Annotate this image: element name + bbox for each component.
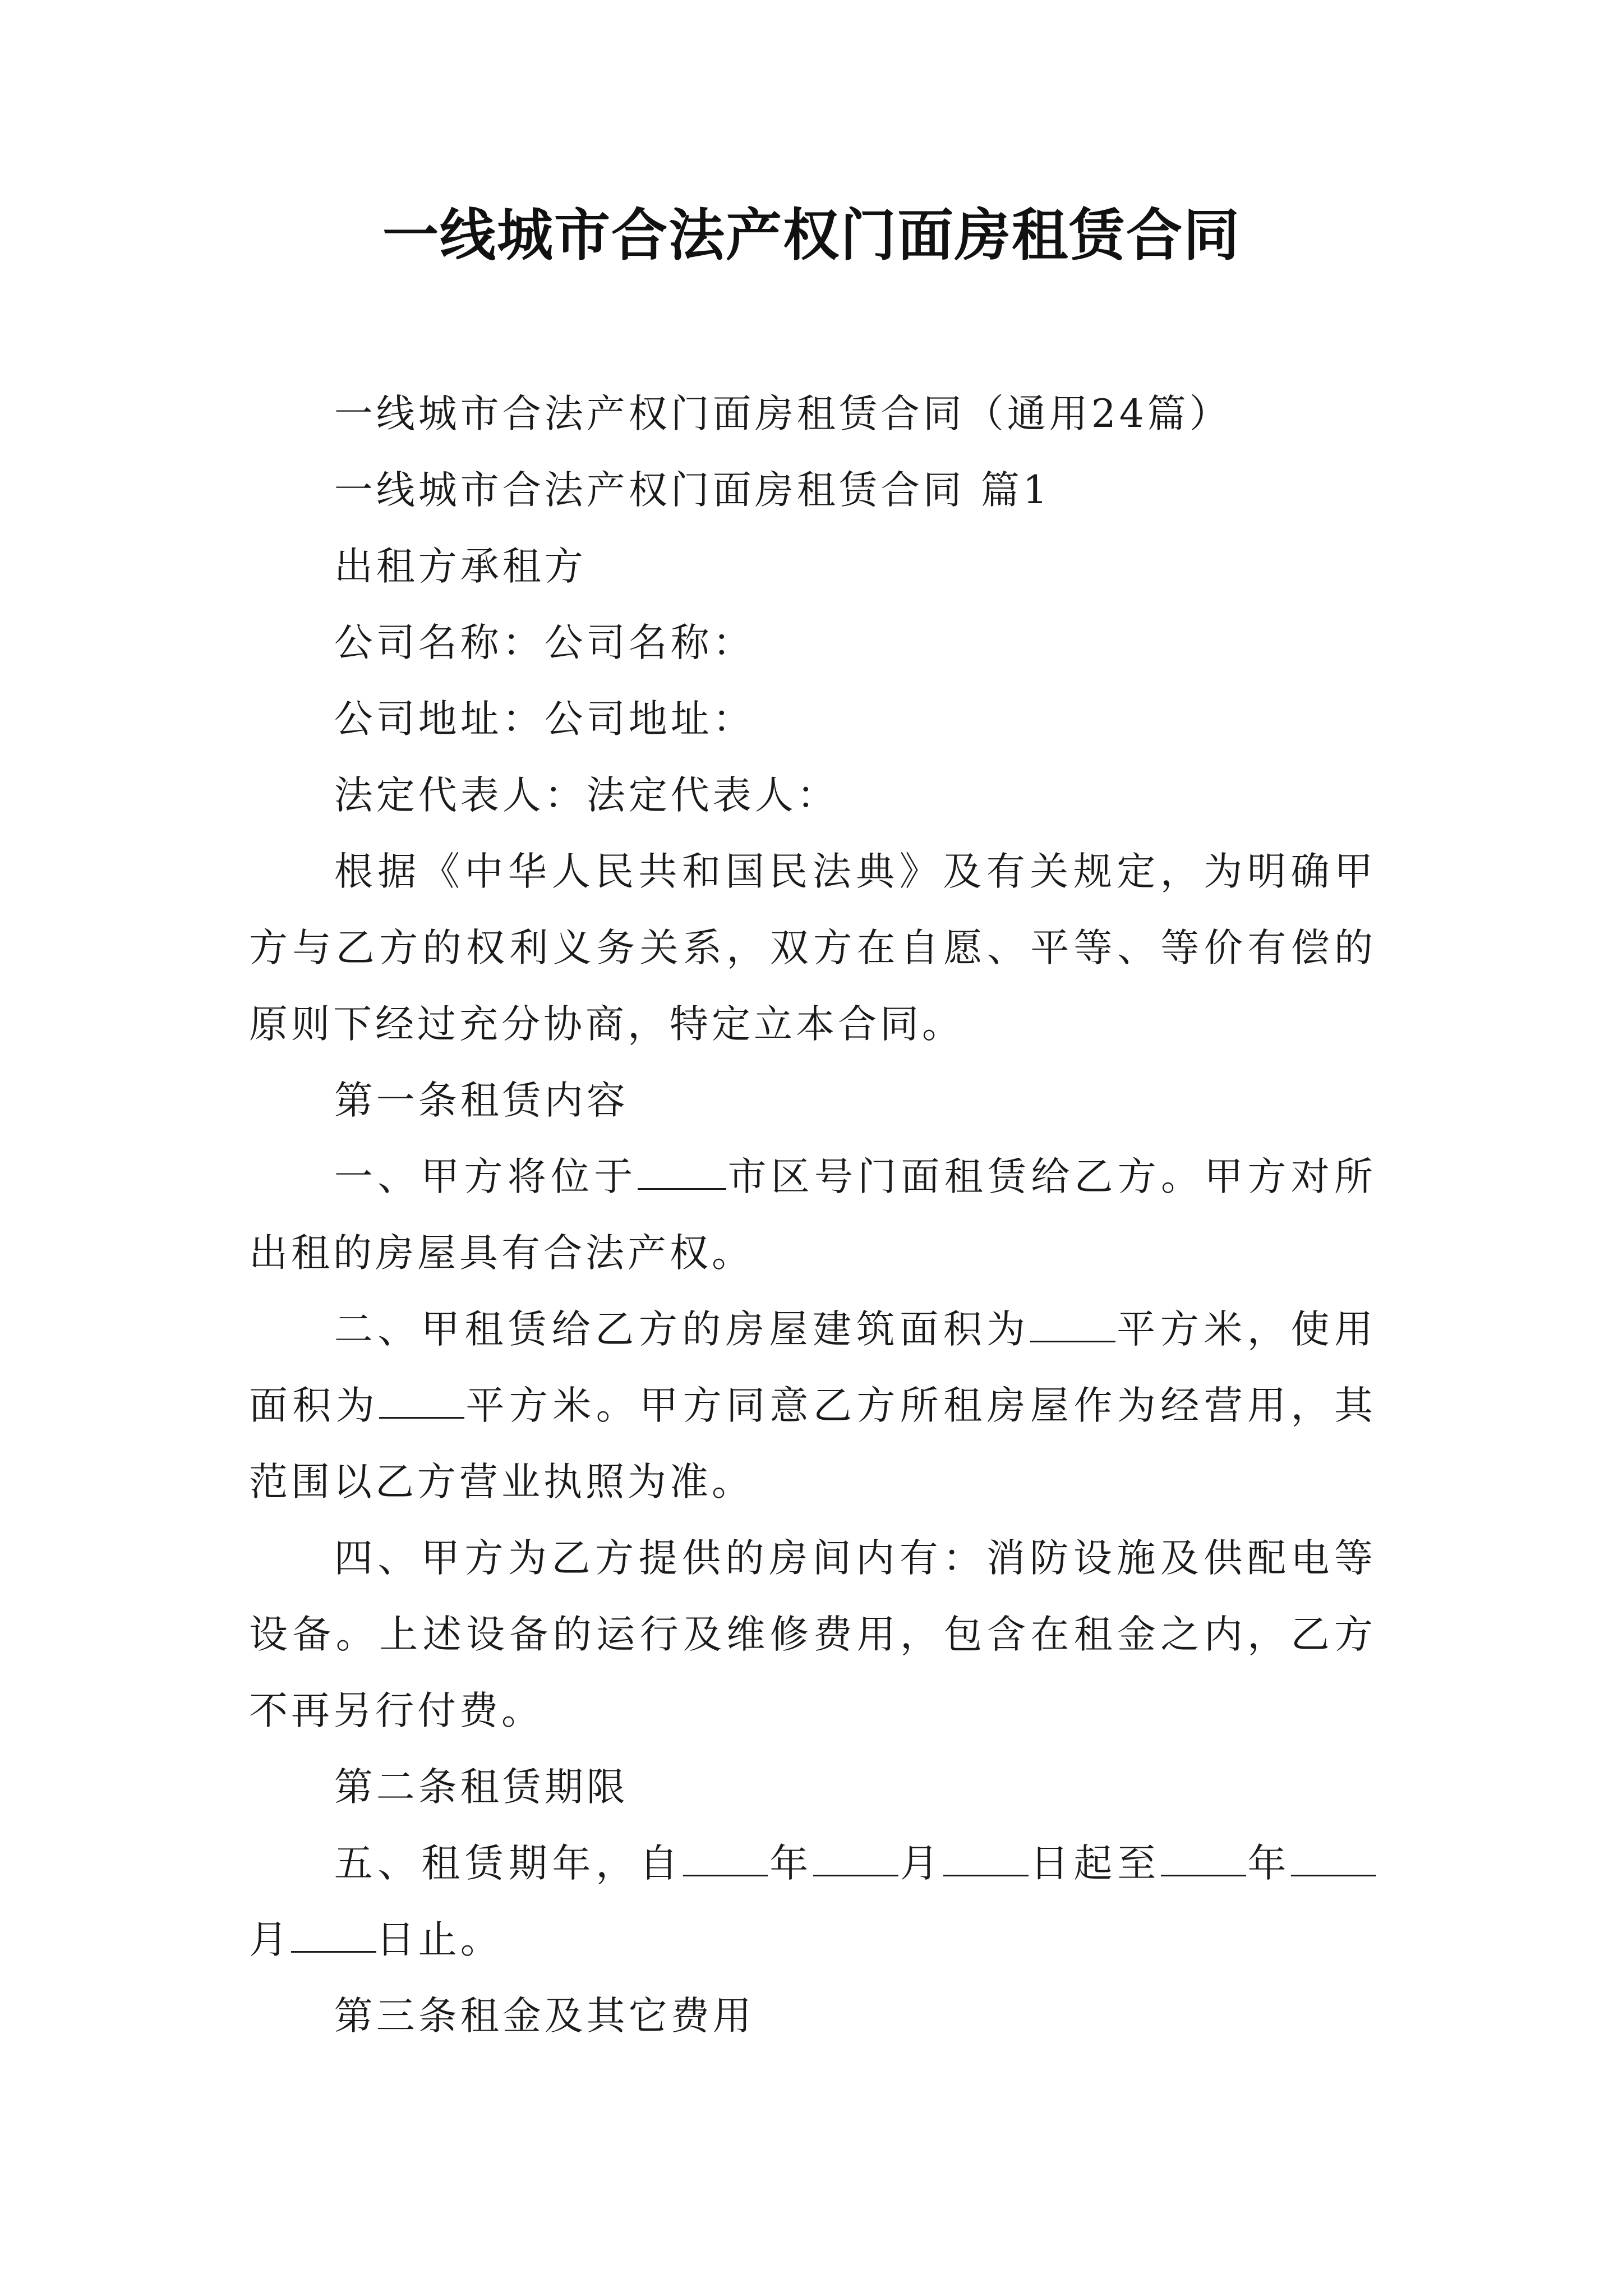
item-5-month-1: 月 (898, 1841, 944, 1886)
item-5-text-a: 五、租赁期年，自 (334, 1841, 683, 1886)
blank-start-year[interactable] (683, 1838, 768, 1876)
item-5-paragraph (249, 1825, 1376, 1978)
item-5-year-1: 年 (768, 1841, 813, 1886)
article-heading: 一线城市合法产权门面房租赁合同 篇1 (334, 468, 1051, 513)
company-address-line: 公司地址：公司地址： (334, 697, 755, 742)
subtitle-line: 一线城市合法产权门面房租赁合同（通用24篇） (334, 392, 1232, 436)
item-2-paragraph (249, 1291, 1376, 1520)
company-name-line: 公司名称：公司名称： (334, 620, 755, 665)
item-2-text-a: 二、甲租赁给乙方的房屋建筑面积为 (334, 1307, 1030, 1352)
item-5-year-2: 年 (1246, 1841, 1292, 1886)
article-1-heading: 第一条租赁内容 (334, 1078, 629, 1123)
document-title: 一线城市合法产权门面房租赁合同 (382, 203, 1241, 268)
item-2-text-b: 平方米，使用面积为 (249, 1307, 1377, 1428)
item-1-paragraph (249, 1139, 1376, 1291)
item-2-text-c: 平方米。甲方同意乙方所租房屋作为经营用，其范围以乙方营业执照为准。 (249, 1383, 1377, 1504)
item-5-day-2: 日止。 (376, 1917, 502, 1962)
blank-location[interactable] (638, 1151, 727, 1190)
legal-rep-line: 法定代表人：法定代表人： (334, 773, 839, 818)
item-1-text-b: 市区号门面租赁给乙方。甲方对所出租的房屋具有合法产权。 (249, 1154, 1377, 1276)
item-5-month-2: 月 (249, 1917, 291, 1962)
item-4-paragraph: 四、甲方为乙方提供的房间内有：消防设施及供配电等设备。上述设备的运行及维修费用，包含在租金之内，乙方不再另行付费。 (249, 1536, 1376, 1733)
article-3-heading: 第三条租金及其它费用 (334, 1994, 755, 2039)
article-2-heading: 第二条租赁期限 (334, 1765, 629, 1810)
blank-start-day[interactable] (943, 1838, 1029, 1876)
item-5-day-1: 日起至 (1029, 1841, 1161, 1886)
item-1-text-a: 一、甲方将位于 (334, 1154, 638, 1199)
preamble-paragraph: 根据《中华人民共和国民法典》及有关规定，为明确甲方与乙方的权利义务关系，双方在自愿、平等、等价有偿的原则下经过充分协商，特定立本合同。 (249, 849, 1376, 1047)
blank-end-year[interactable] (1161, 1838, 1246, 1876)
blank-start-month[interactable] (813, 1838, 898, 1876)
blank-end-day[interactable] (291, 1914, 376, 1953)
document-body (249, 376, 1376, 2054)
parties-line: 出租方承租方 (334, 544, 587, 589)
blank-end-month[interactable] (1291, 1838, 1376, 1876)
blank-building-area[interactable] (1030, 1304, 1115, 1342)
blank-usable-area[interactable] (379, 1380, 464, 1419)
